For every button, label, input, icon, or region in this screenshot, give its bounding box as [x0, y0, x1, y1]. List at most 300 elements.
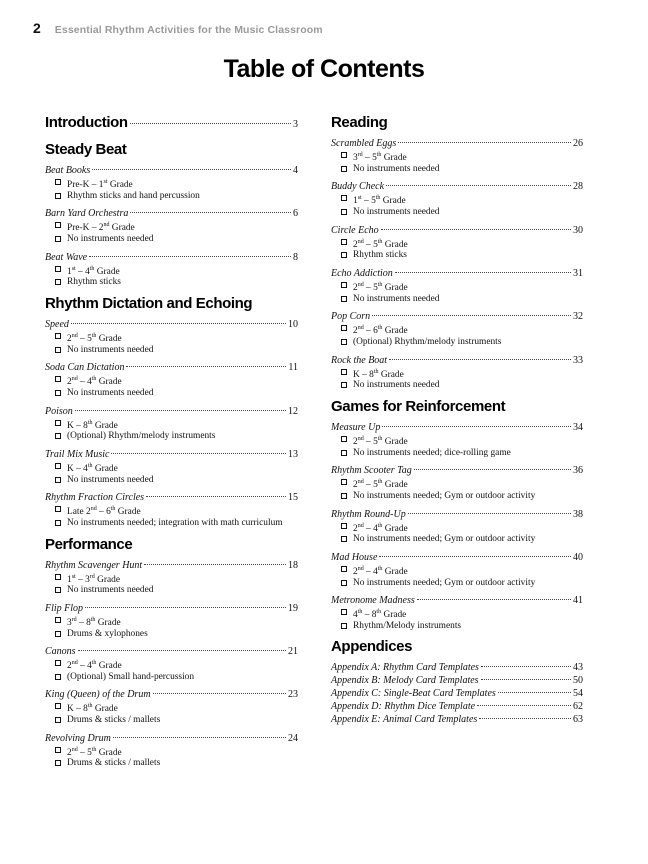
note-item: [331, 564, 583, 578]
dot-leader: [130, 212, 291, 213]
note-item: [45, 615, 298, 629]
page-ref: 23: [288, 689, 298, 701]
dot-leader: [386, 185, 571, 186]
dot-leader: [479, 718, 571, 719]
note-item: [331, 477, 583, 491]
note-item: [331, 534, 583, 545]
note-item: [45, 388, 298, 399]
note-item: [45, 758, 298, 769]
entry-title: Speed: [45, 318, 69, 330]
dot-leader: [408, 513, 571, 514]
note-text: 2nd – 5th Grade: [353, 479, 408, 491]
note-item: [45, 504, 298, 518]
note-text: No instruments needed: [67, 344, 154, 355]
toc-entry-echo-addiction: [331, 267, 583, 304]
toc-entry-poison: [45, 405, 298, 442]
toc-entry-link[interactable]: [45, 318, 298, 331]
toc-entry-link[interactable]: [45, 559, 298, 572]
note-item: [45, 331, 298, 345]
page-title: Table of Contents: [223, 55, 425, 83]
note-text: Drums & xylophones: [67, 628, 148, 639]
note-item: [331, 280, 583, 294]
entry-title: Appendix C: Single-Beat Card Templates: [331, 688, 496, 700]
toc-entry-trail-mix-music: [45, 448, 298, 485]
toc-entry-link[interactable]: [331, 421, 583, 434]
toc-entry-king-queen-of-the-drum: [45, 688, 298, 725]
page-ref: 34: [573, 421, 583, 433]
note-text: Drums & sticks / mallets: [67, 758, 161, 769]
note-item: [331, 491, 583, 502]
dot-leader: [381, 229, 571, 230]
note-text: No instruments needed: [67, 387, 154, 398]
dot-leader: [389, 359, 571, 360]
page-ref: 10: [288, 318, 298, 330]
note-item: [331, 621, 583, 632]
note-text: No instruments needed; Gym or outdoor activity: [353, 577, 536, 588]
note-text: 2nd – 4th Grade: [67, 660, 122, 672]
toc-entry-link[interactable]: [331, 137, 583, 150]
entry-title: Mad House: [331, 551, 378, 563]
note-item: [45, 191, 298, 202]
note-item: [331, 294, 583, 305]
checkbox-icon: [55, 703, 61, 709]
note-item: [45, 585, 298, 596]
checkbox-icon: [55, 420, 61, 426]
checkbox-icon: [341, 282, 347, 288]
note-text: Pre-K – 1st Grade: [67, 179, 133, 191]
page-ref: 26: [573, 138, 583, 149]
page-ref: 41: [573, 595, 583, 607]
toc-entry-rhythm-scooter-tag: [331, 464, 583, 501]
dot-leader: [85, 607, 286, 608]
note-item: [331, 207, 583, 218]
checkbox-icon: [55, 520, 61, 526]
toc-entry-link[interactable]: [45, 688, 298, 701]
dot-leader: [414, 469, 571, 470]
toc-entry-metronome-madness: [331, 594, 583, 631]
dot-leader: [144, 564, 286, 565]
toc-entry-link[interactable]: [45, 602, 298, 615]
entry-title: Appendix D: Rhythm Dice Template: [331, 701, 476, 713]
checkbox-icon: [341, 566, 347, 572]
checkbox-icon: [55, 333, 61, 339]
toc-entry-link[interactable]: [45, 448, 298, 461]
toc-entry-measure-up: [331, 421, 583, 458]
checkbox-icon: [341, 195, 347, 201]
note-item: [331, 521, 583, 535]
page-ref: 24: [288, 732, 298, 744]
appendix-entry-appendix-d-rhythm-dice-template[interactable]: [331, 700, 583, 713]
note-text: No instruments needed: [353, 163, 440, 174]
checkbox-icon: [341, 493, 347, 499]
note-text: 3rd – 8th Grade: [67, 616, 121, 628]
toc-entry-link[interactable]: [331, 464, 583, 477]
toc-left-column: [45, 109, 298, 775]
note-text: K – 8th Grade: [67, 703, 118, 715]
toc-entry-link[interactable]: [331, 310, 583, 323]
appendix-list: [331, 661, 583, 726]
dot-leader: [111, 453, 286, 454]
checkbox-icon: [55, 477, 61, 483]
dot-leader: [481, 679, 571, 680]
note-text: 2nd – 5th Grade: [353, 238, 408, 250]
page-ref: 32: [573, 311, 583, 323]
toc-entry-link[interactable]: [45, 361, 298, 374]
note-text: (Optional) Rhythm/melody instruments: [67, 431, 216, 442]
checkbox-icon: [55, 222, 61, 228]
page-ref: 3: [293, 119, 298, 130]
dot-leader: [417, 599, 571, 600]
page-ref: 33: [573, 354, 583, 366]
checkbox-icon: [55, 347, 61, 353]
toc-entry-link[interactable]: [45, 207, 298, 220]
note-text: 2nd – 6th Grade: [353, 325, 408, 337]
checkbox-icon: [341, 339, 347, 345]
page-ref: 18: [288, 559, 298, 571]
entry-title: Rhythm Scooter Tag: [331, 465, 412, 477]
dot-leader: [130, 123, 291, 124]
toc-entry-rock-the-boat: [331, 354, 583, 391]
toc-entry-revolving-drum: [45, 732, 298, 769]
note-item: [45, 234, 298, 245]
dot-leader: [75, 410, 286, 411]
page-ref: 21: [288, 646, 298, 658]
toc-entry-beat-books: [45, 164, 298, 201]
entry-title: Canons: [45, 646, 76, 658]
note-text: No instruments needed: [353, 207, 440, 218]
section-heading-performance: Performance: [45, 535, 133, 553]
note-text: 1st – 5th Grade: [353, 195, 406, 207]
checkbox-icon: [341, 450, 347, 456]
dot-leader: [481, 666, 571, 667]
toc-entry-pop-corn: [331, 310, 583, 347]
checkbox-icon: [341, 536, 347, 542]
note-item: [331, 337, 583, 348]
checkbox-icon: [55, 236, 61, 242]
note-text: No instruments needed: [67, 234, 154, 245]
entry-title: Rhythm Scavenger Hunt: [45, 559, 143, 571]
introduction-heading: Introduction: [45, 114, 128, 131]
note-item: [45, 745, 298, 759]
checkbox-icon: [341, 369, 347, 375]
note-item: [45, 345, 298, 356]
note-text: No instruments needed; integration with math curriculum: [67, 517, 283, 528]
appendix-entry-appendix-b-melody-card-templates[interactable]: [331, 674, 583, 687]
note-text: Rhythm sticks and hand percussion: [67, 190, 200, 201]
checkbox-icon: [55, 506, 61, 512]
note-item: [45, 461, 298, 475]
note-item: [331, 380, 583, 391]
checkbox-icon: [55, 631, 61, 637]
page-ref: 11: [288, 362, 298, 374]
toc-entry-introduction[interactable]: [45, 113, 298, 134]
page-ref: 6: [293, 208, 298, 220]
note-item: [45, 672, 298, 683]
section-heading-games-for-reinforcement: Games for Reinforcement: [331, 397, 506, 415]
toc-entry-rhythm-scavenger-hunt: [45, 559, 298, 596]
entry-title: Circle Echo: [331, 224, 379, 236]
toc-entry-barn-yard-orchestra: [45, 207, 298, 244]
checkbox-icon: [341, 609, 347, 615]
toc-entry-link[interactable]: [45, 405, 298, 418]
page-ref: 15: [288, 492, 298, 504]
checkbox-icon: [341, 152, 347, 158]
note-text: No instruments needed; Gym or outdoor activity: [353, 490, 536, 501]
toc-entry-rhythm-round-up: [331, 508, 583, 545]
checkbox-icon: [55, 266, 61, 272]
toc-entry-rhythm-fraction-circles: [45, 491, 298, 528]
entry-title: King (Queen) of the Drum: [45, 689, 151, 701]
dot-leader: [153, 693, 286, 694]
checkbox-icon: [55, 617, 61, 623]
dot-leader: [398, 142, 571, 143]
section-heading-rhythm-dictation-and-echoing: Rhythm Dictation and Echoing: [45, 294, 253, 312]
note-text: Drums & sticks / mallets: [67, 715, 161, 726]
entry-title: Appendix B: Melody Card Templates: [331, 675, 479, 687]
dot-leader: [92, 169, 291, 170]
entry-title: Beat Wave: [45, 251, 88, 263]
note-text: No instruments needed: [67, 474, 154, 485]
note-text: K – 8th Grade: [353, 368, 404, 380]
entry-title: Trail Mix Music: [45, 448, 110, 460]
note-text: 3rd – 5th Grade: [353, 152, 407, 164]
entry-title: Rock the Boat: [331, 354, 388, 366]
note-text: 2nd – 5th Grade: [353, 435, 408, 447]
entry-title: Buddy Check: [331, 181, 385, 193]
note-text: 2nd – 5th Grade: [67, 746, 122, 758]
checkbox-icon: [55, 463, 61, 469]
note-item: [331, 434, 583, 448]
checkbox-icon: [341, 325, 347, 331]
toc-entry-link[interactable]: [331, 180, 583, 193]
dot-leader: [379, 556, 571, 557]
entry-title: Rhythm Fraction Circles: [45, 492, 145, 504]
note-text: Late 2nd – 6th Grade: [67, 506, 141, 518]
note-item: [331, 323, 583, 337]
note-text: No instruments needed: [67, 585, 154, 596]
dot-leader: [382, 426, 571, 427]
checkbox-icon: [55, 587, 61, 593]
page-ref: 31: [573, 267, 583, 279]
note-item: [45, 701, 298, 715]
note-item: [331, 448, 583, 459]
entry-title: Metronome Madness: [331, 595, 415, 607]
note-text: K – 4th Grade: [67, 462, 118, 474]
checkbox-icon: [341, 296, 347, 302]
note-item: [45, 518, 298, 529]
page-ref: 38: [573, 508, 583, 520]
checkbox-icon: [55, 433, 61, 439]
toc-entry-link[interactable]: [45, 251, 298, 264]
note-text: 2nd – 5th Grade: [67, 332, 122, 345]
dot-leader: [146, 496, 286, 497]
note-text: (Optional) Small hand-percussion: [67, 671, 195, 682]
running-title: Essential Rhythm Activities for the Music Classroom: [54, 24, 323, 36]
note-item: [45, 277, 298, 288]
checkbox-icon: [341, 623, 347, 629]
entry-title: Pop Corn: [331, 311, 371, 323]
checkbox-icon: [55, 390, 61, 396]
toc-entry-link[interactable]: [331, 224, 583, 237]
checkbox-icon: [341, 436, 347, 442]
appendix-entry-appendix-c-single-beat-card-templates[interactable]: [331, 687, 583, 700]
page-ref: 40: [573, 551, 583, 563]
checkbox-icon: [55, 574, 61, 580]
right-sections: [331, 113, 583, 631]
section-heading-appendices: Appendices: [331, 638, 413, 656]
page-ref: 62: [573, 701, 583, 713]
note-text: No instruments needed; dice-rolling game: [353, 447, 511, 458]
dot-leader: [395, 272, 571, 273]
note-item: [331, 237, 583, 251]
dot-leader: [78, 650, 286, 651]
toc-right-column: [331, 109, 583, 726]
entry-title: Soda Can Dictation: [45, 362, 125, 374]
entry-title: Appendix E: Animal Card Templates: [331, 714, 478, 726]
note-text: Rhythm/Melody instruments: [353, 620, 462, 631]
checkbox-icon: [55, 193, 61, 199]
checkbox-icon: [55, 660, 61, 666]
dot-leader: [89, 256, 291, 257]
note-text: 4th – 8th Grade: [353, 609, 407, 621]
page-ref: 19: [288, 602, 298, 614]
section-heading-reading: Reading: [331, 114, 388, 131]
note-item: [45, 629, 298, 640]
note-item: [45, 374, 298, 388]
entry-title: Poison: [45, 405, 73, 417]
note-item: [45, 264, 298, 278]
toc-entry-link[interactable]: [331, 354, 583, 367]
note-item: [331, 150, 583, 164]
dot-leader: [71, 323, 286, 324]
page-ref: 54: [573, 688, 583, 700]
toc-entry-circle-echo: [331, 224, 583, 261]
checkbox-icon: [341, 252, 347, 258]
note-text: Pre-K – 2nd Grade: [67, 222, 135, 234]
note-item: [331, 193, 583, 207]
entry-title: Rhythm Round-Up: [331, 508, 406, 520]
page-ref: 50: [573, 675, 583, 687]
section-heading-steady-beat: Steady Beat: [45, 141, 127, 158]
toc-entry-link[interactable]: [45, 164, 298, 177]
note-text: Rhythm sticks: [67, 277, 121, 288]
note-text: 1st – 4th Grade: [67, 265, 120, 277]
page-ref: 13: [288, 448, 298, 460]
page-ref: 36: [573, 465, 583, 477]
appendix-entry-appendix-e-animal-card-templates[interactable]: [331, 713, 583, 726]
toc-entry-link[interactable]: [331, 551, 583, 564]
toc-entry-link[interactable]: [331, 594, 583, 607]
checkbox-icon: [341, 239, 347, 245]
page-ref: 63: [573, 714, 583, 726]
note-item: [45, 418, 298, 432]
note-item: [45, 431, 298, 442]
dot-leader: [126, 366, 286, 367]
toc-entry-soda-can-dictation: [45, 361, 298, 398]
toc-entry-link[interactable]: [331, 267, 583, 280]
checkbox-icon: [341, 580, 347, 586]
note-item: [331, 607, 583, 621]
appendix-entry-appendix-a-rhythm-card-templates[interactable]: [331, 661, 583, 674]
checkbox-icon: [341, 523, 347, 529]
entry-title: Scrambled Eggs: [331, 138, 397, 149]
page-ref: 4: [293, 165, 298, 176]
toc-entry-link[interactable]: [45, 645, 298, 658]
note-item: [45, 572, 298, 586]
dot-leader: [477, 705, 571, 706]
entry-title: Echo Addiction: [331, 267, 393, 279]
toc-entry-scrambled-eggs: [331, 137, 583, 174]
entry-title: Flip Flop: [45, 602, 84, 614]
note-text: 1st – 3rd Grade: [67, 573, 121, 585]
note-text: K – 8th Grade: [67, 419, 118, 431]
checkbox-icon: [55, 179, 61, 185]
note-text: 2nd – 4th Grade: [353, 522, 408, 534]
checkbox-icon: [341, 209, 347, 215]
toc-entry-link[interactable]: [331, 508, 583, 521]
dot-leader: [372, 315, 571, 316]
note-item: [45, 220, 298, 234]
checkbox-icon: [341, 166, 347, 172]
entry-title: Appendix A: Rhythm Card Templates: [331, 662, 479, 674]
entry-title: Beat Books: [45, 165, 91, 176]
left-sections: [45, 140, 298, 769]
note-item: [45, 177, 298, 191]
running-header: [33, 20, 323, 36]
toc-entry-beat-wave: [45, 251, 298, 288]
page-ref: 30: [573, 224, 583, 236]
note-text: Rhythm sticks: [353, 250, 407, 261]
page-ref: 12: [288, 405, 298, 417]
checkbox-icon: [55, 376, 61, 382]
note-text: (Optional) Rhythm/melody instruments: [353, 336, 502, 347]
toc-entry-link[interactable]: [45, 732, 298, 745]
note-item: [331, 164, 583, 175]
checkbox-icon: [55, 760, 61, 766]
checkbox-icon: [55, 674, 61, 680]
entry-title: Measure Up: [331, 421, 381, 433]
toc-entry-flip-flop: [45, 602, 298, 639]
checkbox-icon: [55, 279, 61, 285]
dot-leader: [498, 692, 571, 693]
note-item: [331, 367, 583, 381]
toc-entry-speed: [45, 318, 298, 355]
note-text: 2nd – 5th Grade: [353, 281, 408, 294]
note-item: [45, 658, 298, 672]
toc-entry-canons: [45, 645, 298, 682]
note-text: No instruments needed: [353, 293, 440, 304]
note-text: 2nd – 4th Grade: [353, 565, 408, 577]
page-ref: 28: [573, 181, 583, 193]
dot-leader: [113, 737, 286, 738]
note-item: [331, 578, 583, 589]
checkbox-icon: [55, 747, 61, 753]
page-ref: 43: [573, 662, 583, 674]
entry-title: Revolving Drum: [45, 732, 111, 744]
toc-entry-link[interactable]: [45, 491, 298, 504]
checkbox-icon: [55, 717, 61, 723]
toc-entry-buddy-check: [331, 180, 583, 217]
note-item: [45, 715, 298, 726]
checkbox-icon: [341, 382, 347, 388]
note-text: 2nd – 4th Grade: [67, 376, 122, 388]
toc-entry-mad-house: [331, 551, 583, 588]
page-ref: 8: [293, 251, 298, 263]
checkbox-icon: [341, 479, 347, 485]
page-number: 2: [33, 20, 41, 36]
note-item: [331, 250, 583, 261]
note-item: [45, 475, 298, 486]
